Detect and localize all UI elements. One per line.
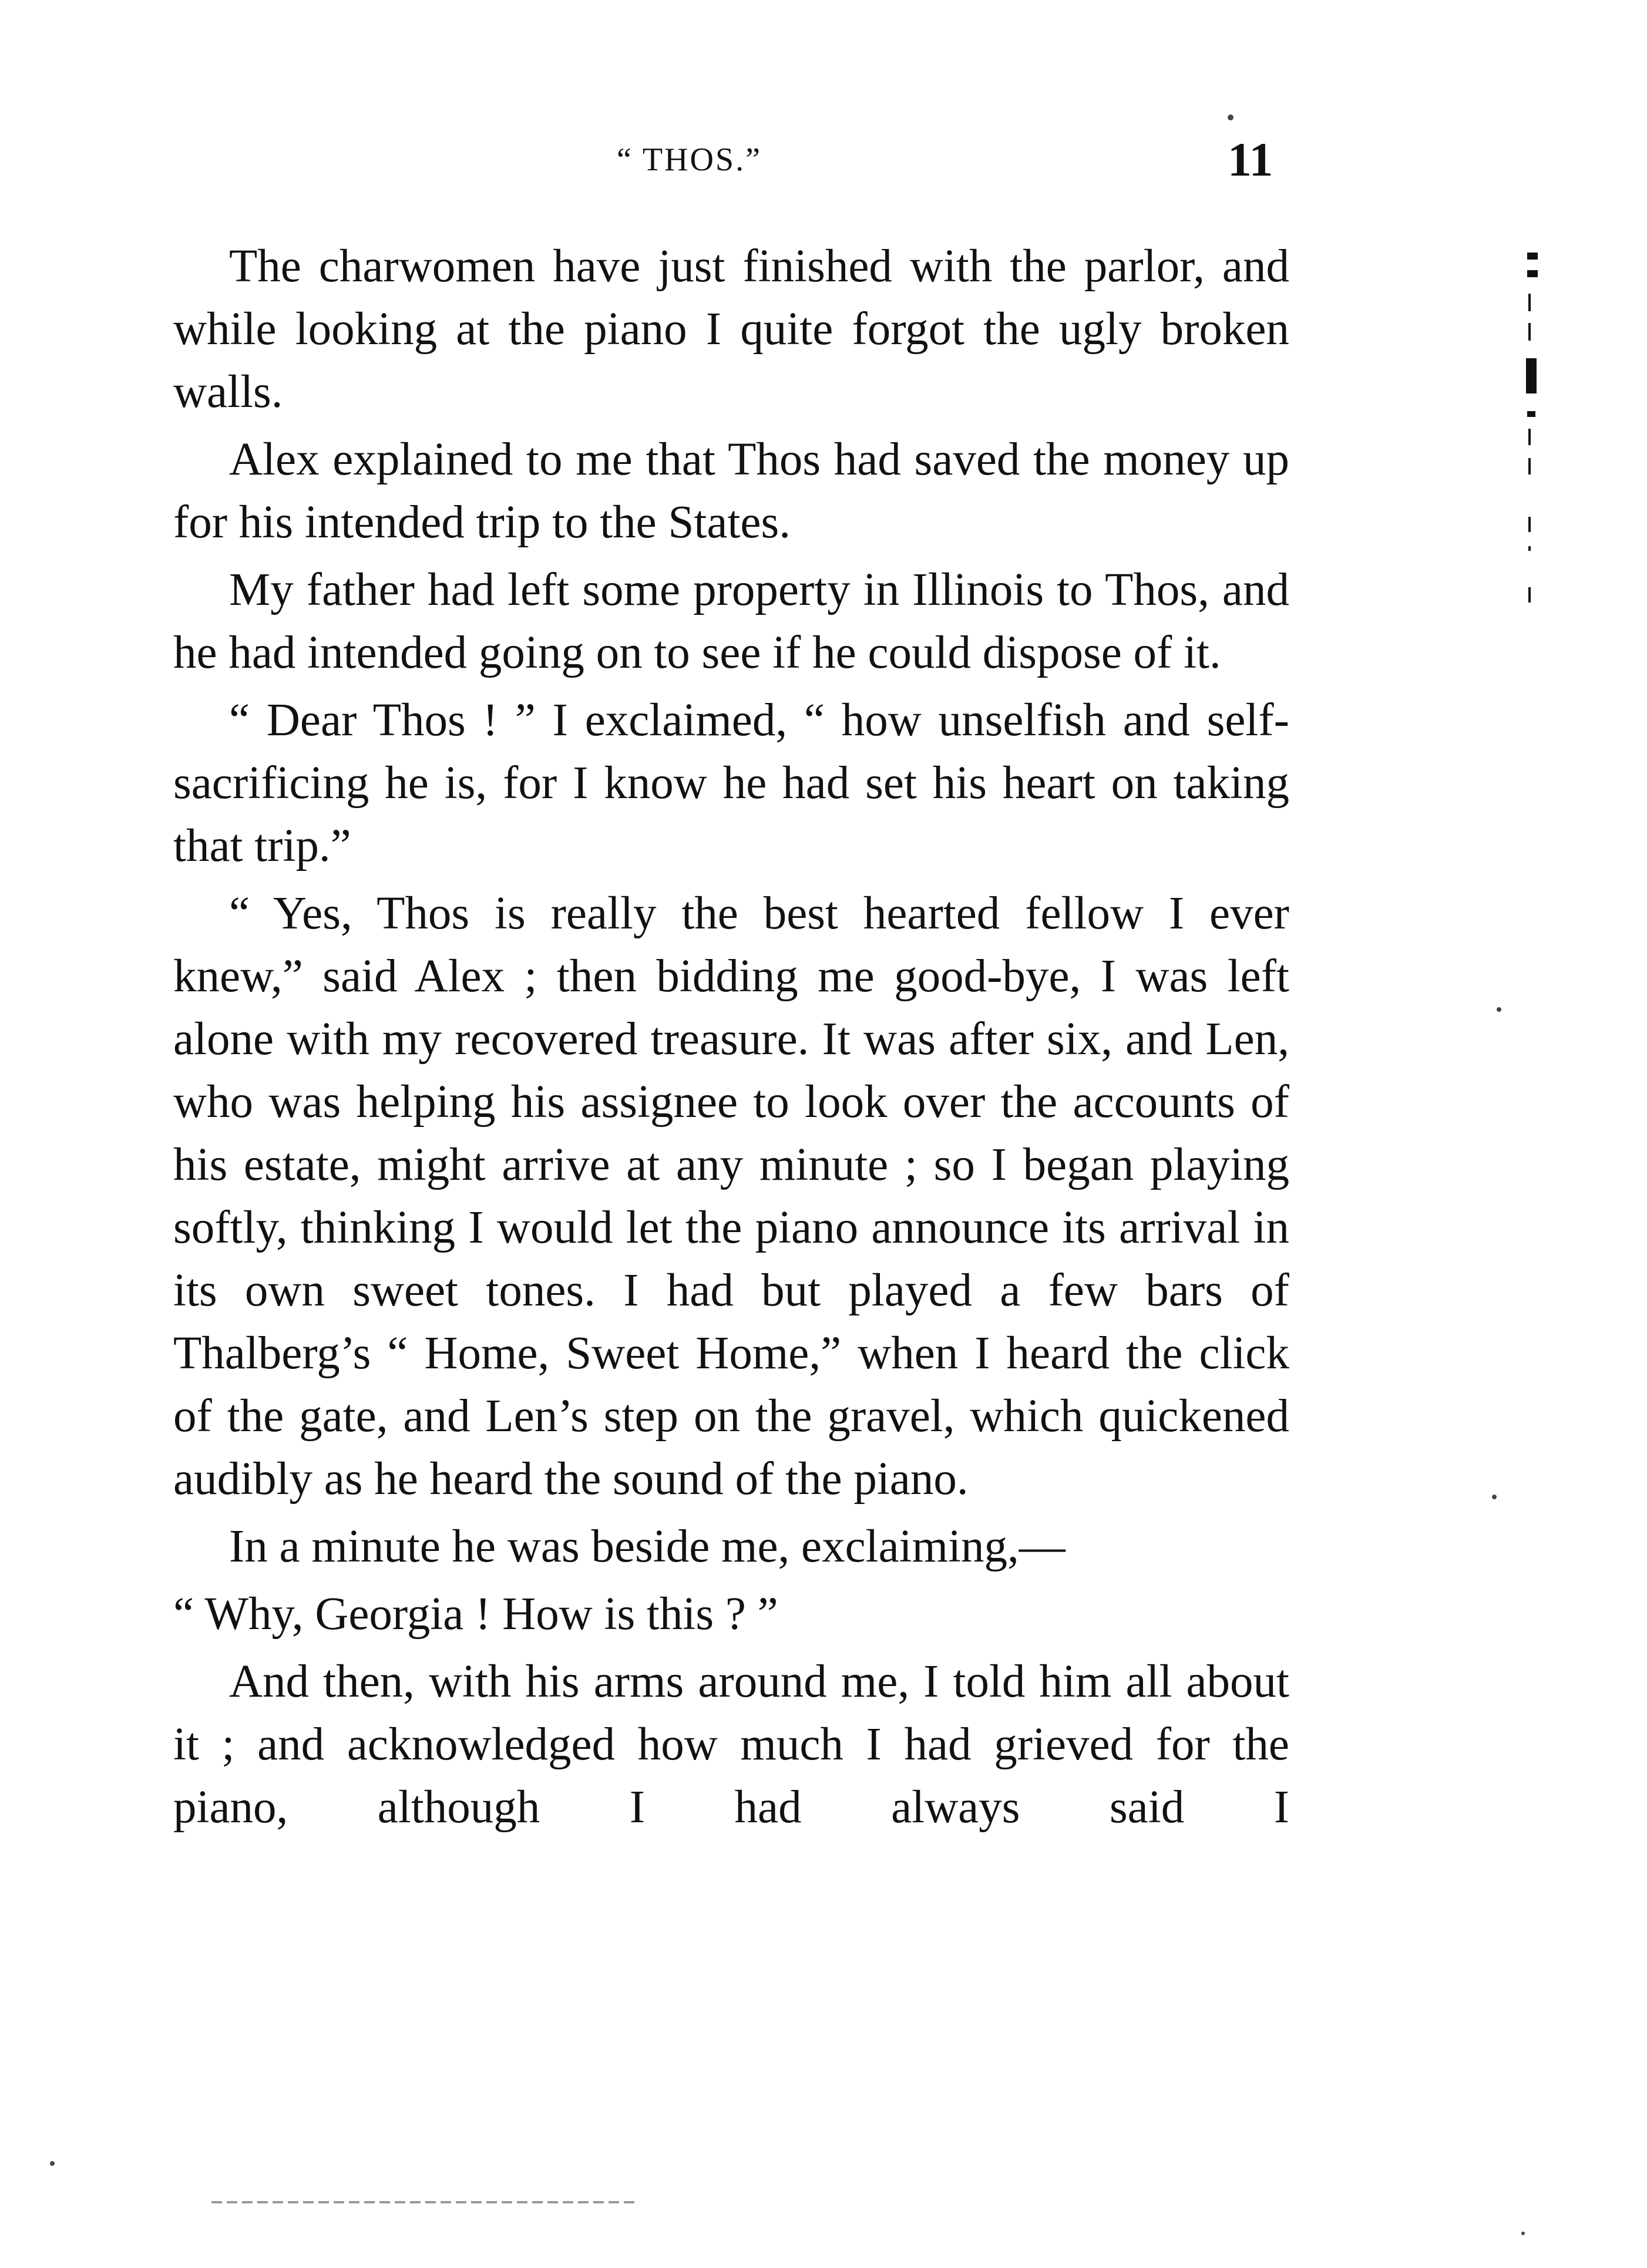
scan-speck xyxy=(1497,1007,1501,1012)
scan-bottom-rule xyxy=(211,2201,634,2203)
scan-margin-marks xyxy=(1521,241,1545,622)
scan-speck xyxy=(1521,2232,1525,2235)
paragraph-7: “ Why, Georgia ! How is this ? ” xyxy=(173,1589,778,1640)
scan-speck xyxy=(1228,115,1233,120)
scan-speck xyxy=(50,2161,55,2166)
running-head: “ THOS.” xyxy=(617,142,762,178)
paragraph-4: “ Dear Thos ! ” I exclaimed, “ how unselfish and self-sacrificing he is, for I know he had set his heart on taking that trip.” xyxy=(173,695,1289,871)
paragraph-8: And then, with his arms around me, I told him all about it ; and acknowledged how much I had grieved for the piano, although I had always said I xyxy=(173,1656,1289,1833)
body-text xyxy=(173,235,1289,1843)
paragraph-2: Alex explained to me that Thos had saved the money up for his intended trip to the States. xyxy=(173,434,1289,548)
paragraph-5: “ Yes, Thos is really the best hearted fellow I ever knew,” said Alex ; then bidding me good-bye, I was left alone with my recovered treasure. It was after six, and Len, who was helping his assignee to look over the accounts of his estate, might arrive at any minute ; so I began playing softly, thinking I would let the piano announce its arrival in its own sweet tones. I had but played a few bars of Thalberg’s “ Home, Sweet Home,” when I heard the click of the gate, and Len’s step on the gravel, which quickened audibly as he heard the sound of the piano. xyxy=(173,888,1289,1505)
paragraph-6: In a minute he was beside me, exclaiming,— xyxy=(229,1521,1065,1572)
page-number: 11 xyxy=(1228,133,1273,186)
paragraph-1: The charwomen have just finished with the parlor, and while looking at the piano I quite forgot the ugly broken walls. xyxy=(173,241,1289,418)
scan-speck xyxy=(1492,1495,1497,1499)
paragraph-3: My father had left some property in Illinois to Thos, and he had intended going on to see if he could dispose of it. xyxy=(173,564,1289,678)
